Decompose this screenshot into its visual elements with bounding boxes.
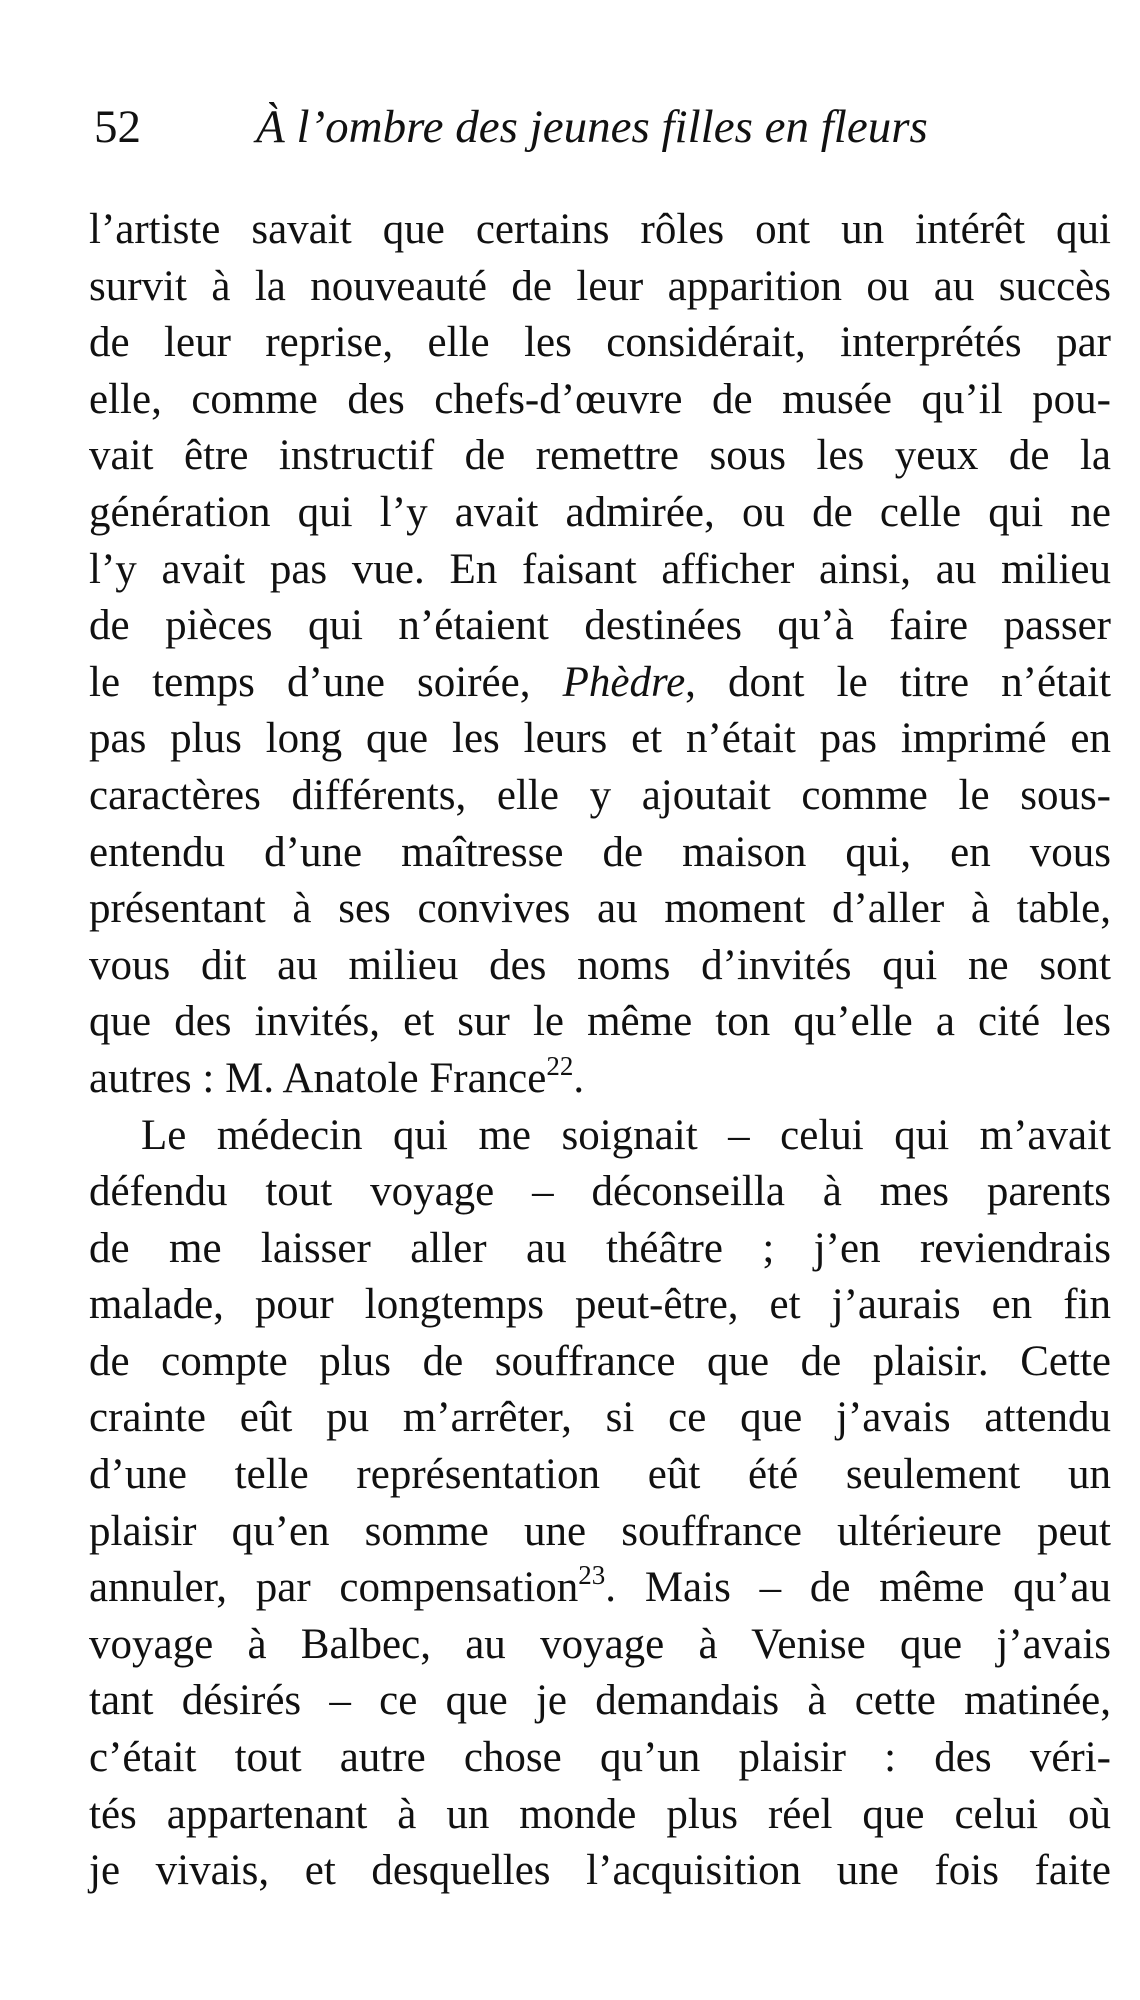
page-number: 52 — [94, 101, 141, 153]
text-line: d’une telle représentation eût été seulement un — [89, 1451, 1111, 1499]
text-line: de me laisser aller au théâtre ; j’en reviendrais — [89, 1224, 1111, 1272]
line-text-after: . Mais – de même qu’au — [605, 1564, 1112, 1612]
text-line: défendu tout voyage – déconseilla à mes parents — [89, 1168, 1111, 1216]
text-line: vous dit au milieu des noms d’invités qui ne sont — [89, 941, 1111, 989]
text-line: survit à la nouveauté de leur apparition ou au succès — [89, 262, 1111, 310]
text-line: vait être instructif de remettre sous les yeux de la — [89, 432, 1111, 480]
paragraph-start-line: Le médecin qui me soignait – celui qui m’avait — [141, 1111, 1111, 1159]
text-line: l’artiste savait que certains rôles ont un intérêt qui — [89, 206, 1111, 253]
text-line: crainte eût pu m’arrêter, si ce que j’avais attendu — [89, 1394, 1111, 1442]
text-line: présentant à ses convives au moment d’aller à table, — [89, 885, 1111, 933]
footnote-reference-23[interactable]: 23 — [578, 1560, 606, 1591]
text-line: caractères différents, elle y ajoutait comme le sous- — [89, 771, 1111, 819]
text-line: c’était tout autre chose qu’un plaisir : des véri- — [89, 1734, 1111, 1782]
running-header — [88, 92, 1100, 162]
text-line: de leur reprise, elle les considérait, interprétés par — [89, 319, 1111, 367]
body-text — [89, 202, 1111, 1900]
line-text-before: le temps d’une soirée, — [89, 658, 563, 706]
text-line: tés appartenant à un monde plus réel que celui où — [89, 1790, 1111, 1838]
line-text-before: autres : M. Anatole France — [89, 1054, 547, 1102]
play-title: Phèdre — [562, 658, 686, 706]
book-title: À l’ombre des jeunes filles en fleurs — [256, 101, 928, 153]
text-line: de compte plus de souffrance que de plaisir. Cette — [89, 1337, 1111, 1385]
text-line: plaisir qu’en somme une souffrance ultérieure peut — [89, 1507, 1111, 1555]
text-line: tant désirés – ce que je demandais à cette matinée, — [89, 1677, 1111, 1725]
text-line: malade, pour longtemps peut-être, et j’aurais en fin — [89, 1281, 1111, 1329]
text-line-with-play-title — [89, 655, 1111, 712]
line-text-after: , dont le titre n’était — [685, 658, 1111, 706]
text-line: que des invités, et sur le même ton qu’elle a cité les — [89, 998, 1111, 1046]
text-line: entendu d’une maîtresse de maison qui, en vous — [89, 828, 1111, 876]
text-line: voyage à Balbec, au voyage à Venise que j’avais — [89, 1620, 1111, 1668]
paragraph-end-line — [89, 1051, 1111, 1108]
footnote-reference-22[interactable]: 22 — [546, 1050, 574, 1081]
line-text-after: . — [573, 1054, 585, 1102]
text-line: de pièces qui n’étaient destinées qu’à faire passer — [89, 602, 1111, 650]
text-line: pas plus long que les leurs et n’était pas imprimé en — [89, 715, 1111, 763]
text-line: génération qui l’y avait admirée, ou de celle qui ne — [89, 488, 1111, 536]
text-line-with-footnote — [89, 1560, 1111, 1617]
text-line: l’y avait pas vue. En faisant afficher ainsi, au milieu — [89, 545, 1111, 593]
line-text-before: annuler, par compensation — [89, 1564, 579, 1612]
text-line: je vivais, et desquelles l’acquisition une fois faite — [89, 1847, 1111, 1895]
text-line: elle, comme des chefs-d’œuvre de musée qu’il pou- — [89, 375, 1111, 423]
